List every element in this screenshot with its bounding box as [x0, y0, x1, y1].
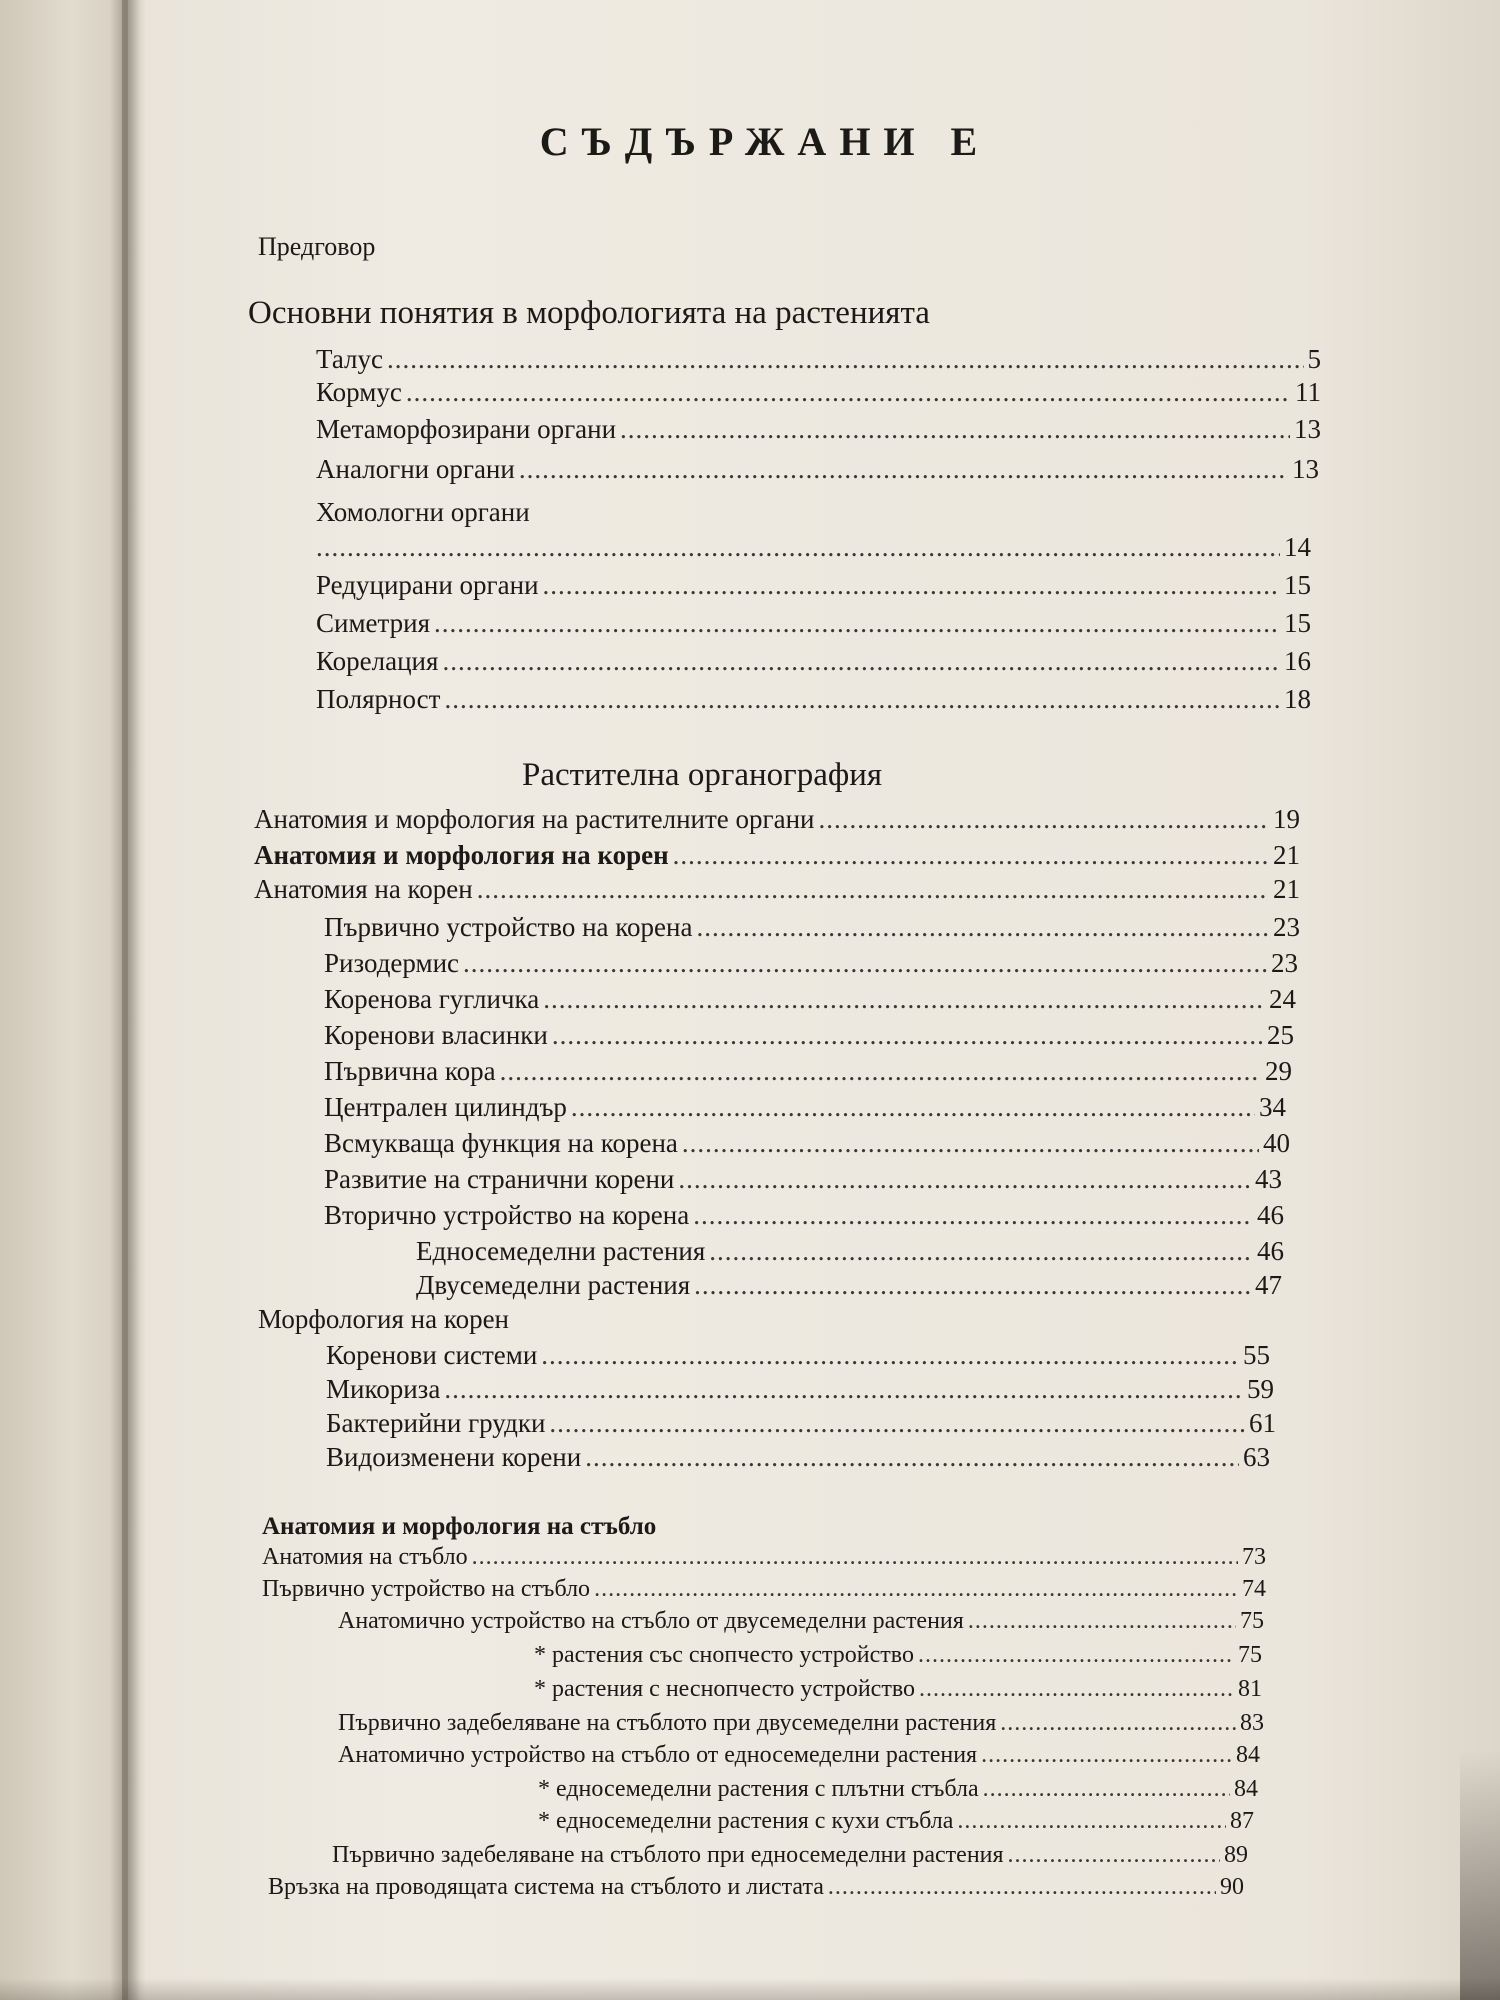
- toc-entry-page: 46: [1257, 1236, 1284, 1266]
- toc-entry-page: 19: [1273, 804, 1300, 834]
- toc-entry: [338, 1740, 1260, 1770]
- dot-leader: [1008, 1840, 1220, 1870]
- toc-entry: [262, 1542, 1266, 1572]
- toc-entry: [538, 1774, 1258, 1804]
- toc-entry-page: 23: [1271, 948, 1298, 978]
- toc-entry-title: Първично задебеляване на стъблото при двусемеделни растения: [338, 1710, 997, 1736]
- dot-leader: [983, 1774, 1230, 1804]
- toc-entry-title: Развитие на странични корени: [324, 1164, 675, 1194]
- toc-entry-page: 59: [1247, 1374, 1274, 1404]
- toc-entry-page: 55: [1243, 1340, 1270, 1370]
- toc-entry: [316, 568, 1311, 602]
- toc-entry-title: Коренови власинки: [324, 1020, 548, 1050]
- toc-entry-page: 63: [1243, 1442, 1270, 1472]
- dot-leader: [519, 452, 1288, 486]
- toc-entry-title: Първична кора: [324, 1056, 496, 1086]
- toc-entry-page: 43: [1255, 1164, 1282, 1194]
- toc-entry-title: Коренова гугличка: [324, 984, 540, 1014]
- toc-entry: [324, 1054, 1292, 1088]
- dot-leader: [981, 1740, 1232, 1770]
- toc-entry-title: Централен цилиндър: [324, 1092, 567, 1122]
- toc-entry: [316, 682, 1311, 716]
- dot-leader: [571, 1090, 1255, 1124]
- dot-leader: [500, 1054, 1261, 1088]
- toc-entry: [324, 946, 1298, 980]
- dot-leader: [694, 1268, 1251, 1302]
- toc-entry-title: Двусемеделни растения: [416, 1270, 691, 1300]
- toc-entry-page: 25: [1267, 1020, 1294, 1050]
- toc-entry-title: Микориза: [326, 1374, 441, 1404]
- toc-entry-title: Талус: [316, 344, 383, 374]
- toc-entry: [538, 1806, 1254, 1836]
- toc-entry: [316, 412, 1321, 446]
- toc-entry: [338, 1708, 1264, 1738]
- toc-entry: [316, 530, 1311, 564]
- toc-entry: [324, 982, 1296, 1016]
- bottom-shadow: [0, 1978, 1500, 2000]
- toc-entry-title: * растения с неснопчесто устройство: [534, 1676, 915, 1702]
- toc-entry: [268, 1872, 1244, 1902]
- dot-leader: [477, 872, 1269, 906]
- toc-entry-page: 81: [1238, 1676, 1262, 1702]
- toc-entry-page: 14: [1284, 532, 1311, 562]
- spine-shadow: [122, 0, 146, 2000]
- toc-entry: [316, 452, 1319, 486]
- toc-entry-title: Анатомия и морфология на корен: [254, 840, 669, 870]
- toc-entry-page: 21: [1273, 874, 1300, 904]
- toc-entry: [316, 606, 1311, 640]
- toc-entry-page: 46: [1257, 1200, 1284, 1230]
- toc-entry-page: 75: [1240, 1608, 1264, 1634]
- toc-entry-title: * растения със снопчесто устройство: [534, 1642, 914, 1668]
- toc-entry-page: 13: [1294, 414, 1321, 444]
- toc-entry-title: Първично устройство на корена: [324, 912, 693, 942]
- toc-entry: [254, 802, 1300, 836]
- toc-entry: [254, 838, 1300, 872]
- toc-entry-page: 18: [1284, 684, 1311, 714]
- dot-leader: [693, 1198, 1253, 1232]
- toc-entry-title: Симетрия: [316, 608, 431, 638]
- toc-entry-page: 24: [1269, 984, 1296, 1014]
- section-heading-organography: Растителна органография: [522, 757, 883, 793]
- toc-entry: [326, 1406, 1276, 1440]
- toc-entry-page: 15: [1284, 570, 1311, 600]
- section-heading-stem: Анатомия и морфология на стъбло: [262, 1513, 657, 1540]
- toc-entry-page: 34: [1259, 1092, 1286, 1122]
- left-page-edge: [0, 0, 128, 2000]
- toc-entry: [324, 1162, 1282, 1196]
- toc-entry: [326, 1372, 1274, 1406]
- toc-entry: [416, 1234, 1284, 1268]
- toc-entry: [316, 375, 1321, 409]
- dot-leader: [552, 1018, 1263, 1052]
- dot-leader: [696, 910, 1269, 944]
- toc-entry-page: 29: [1265, 1056, 1292, 1086]
- dot-leader: [819, 802, 1269, 836]
- toc-entry: [324, 1018, 1294, 1052]
- preface-entry: Предговор: [258, 232, 376, 261]
- dot-leader: [543, 568, 1280, 602]
- toc-entry-page: 74: [1242, 1576, 1266, 1602]
- toc-entry-page: 83: [1240, 1710, 1264, 1736]
- toc-entry-title: Видоизменени корени: [326, 1442, 582, 1472]
- right-shadow: [1460, 1750, 1500, 2000]
- dot-leader: [673, 838, 1269, 872]
- dot-leader: [444, 1372, 1243, 1406]
- toc-entry-title: Първично устройство на стъбло: [262, 1576, 591, 1602]
- toc-entry-title: Анатомично устройство на стъбло от двусемеделни растения: [338, 1608, 964, 1634]
- page-title: СЪДЪРЖАНИ Е: [539, 119, 991, 164]
- toc-entry-title: Анатомия на корен: [254, 874, 473, 904]
- toc-entry-page: 61: [1249, 1408, 1276, 1438]
- section-heading-basic-concepts: Основни понятия в морфологията на растенията: [248, 295, 930, 331]
- toc-entry: [316, 644, 1311, 678]
- dot-leader: [316, 530, 1280, 564]
- toc-entry-title: Връзка на проводящата система на стъблото и листата: [268, 1874, 824, 1900]
- dot-leader: [620, 412, 1290, 446]
- toc-entry-page: 21: [1273, 840, 1300, 870]
- toc-entry: [338, 1606, 1264, 1636]
- toc-entry: [326, 1338, 1270, 1372]
- toc-entry-page: 90: [1220, 1874, 1244, 1900]
- toc-entry-title: Метаморфозирани органи: [316, 414, 617, 444]
- dot-leader: [709, 1234, 1253, 1268]
- toc-entry-page: 84: [1236, 1742, 1260, 1768]
- toc-entry-title: Бактерийни грудки: [326, 1408, 546, 1438]
- toc-entry-title: Всмукваща функция на корена: [324, 1128, 678, 1158]
- toc-entry-title: Полярност: [316, 684, 441, 714]
- toc-entry: [316, 342, 1321, 376]
- dot-leader: [387, 342, 1304, 376]
- toc-entry-page: 40: [1263, 1128, 1290, 1158]
- dot-leader: [406, 375, 1291, 409]
- toc-entry-page: 89: [1224, 1842, 1248, 1868]
- dot-leader: [682, 1126, 1259, 1160]
- toc-entry-page: 11: [1295, 377, 1321, 407]
- toc-entry-title: Вторично устройство на корена: [324, 1200, 690, 1230]
- toc-entry-title: Едносемеделни растения: [416, 1236, 706, 1266]
- toc-entry-title: Редуцирани органи: [316, 570, 539, 600]
- dot-leader: [919, 1674, 1234, 1704]
- toc-entry-page: 87: [1230, 1808, 1254, 1834]
- toc-entry: [254, 872, 1300, 906]
- toc-entry: [324, 1090, 1286, 1124]
- toc-entry: [534, 1674, 1262, 1704]
- dot-leader: [918, 1640, 1234, 1670]
- dot-leader: [472, 1542, 1238, 1572]
- toc-entry-title: Анатомия и морфология на растителните органи: [254, 804, 815, 834]
- toc-entry-title: Кормус: [316, 377, 402, 407]
- toc-entry-title: Анатомично устройство на стъбло от едносемеделни растения: [338, 1742, 978, 1768]
- toc-entry: [262, 1574, 1266, 1604]
- dot-leader: [444, 682, 1280, 716]
- toc-entry-page: 5: [1307, 344, 1321, 374]
- dot-leader: [957, 1806, 1226, 1836]
- dot-leader: [594, 1574, 1238, 1604]
- dot-leader: [541, 1338, 1239, 1372]
- toc-entry: [324, 910, 1300, 944]
- toc-entry-page: 15: [1284, 608, 1311, 638]
- dot-leader: [442, 644, 1280, 678]
- toc-entry: [416, 1268, 1282, 1302]
- toc-entry-title: Анатомия на стъбло: [262, 1544, 468, 1570]
- toc-entry-page: 73: [1242, 1544, 1266, 1570]
- toc-entry-page: 47: [1255, 1270, 1282, 1300]
- toc-entry-title: Ризодермис: [324, 948, 460, 978]
- toc-entry-page: 23: [1273, 912, 1300, 942]
- toc-entry-page: 75: [1238, 1642, 1262, 1668]
- toc-entry: [332, 1840, 1248, 1870]
- dot-leader: [968, 1606, 1236, 1636]
- toc-entry-title: Коренови системи: [326, 1340, 538, 1370]
- toc-entry: [324, 1126, 1290, 1160]
- toc-entry: [534, 1640, 1262, 1670]
- toc-entry: [324, 1198, 1284, 1232]
- toc-entry-title: * едносемеделни растения с кухи стъбла: [538, 1808, 954, 1834]
- dot-leader: [434, 606, 1280, 640]
- dot-leader: [1000, 1708, 1236, 1738]
- dot-leader: [463, 946, 1267, 980]
- dot-leader: [678, 1162, 1251, 1196]
- toc-entry-title: Първично задебеляване на стъблото при едносемеделни растения: [332, 1842, 1004, 1868]
- toc-entry-title: Корелация: [316, 646, 439, 676]
- toc-entry: [326, 1440, 1270, 1474]
- toc-entry-title: Морфология на корен: [258, 1304, 510, 1334]
- dot-leader: [585, 1440, 1239, 1474]
- toc-entry-page: 16: [1284, 646, 1311, 676]
- toc-entry-page: 13: [1292, 454, 1319, 484]
- dot-leader: [543, 982, 1265, 1016]
- toc-entry-title: * едносемеделни растения с плътни стъбла: [538, 1776, 979, 1802]
- toc-entry-title: Аналогни органи: [316, 454, 515, 484]
- toc-entry-page: 84: [1234, 1776, 1258, 1802]
- dot-leader: [549, 1406, 1245, 1440]
- dot-leader: [828, 1872, 1216, 1902]
- toc-entry-title: Хомологни органи: [316, 497, 530, 527]
